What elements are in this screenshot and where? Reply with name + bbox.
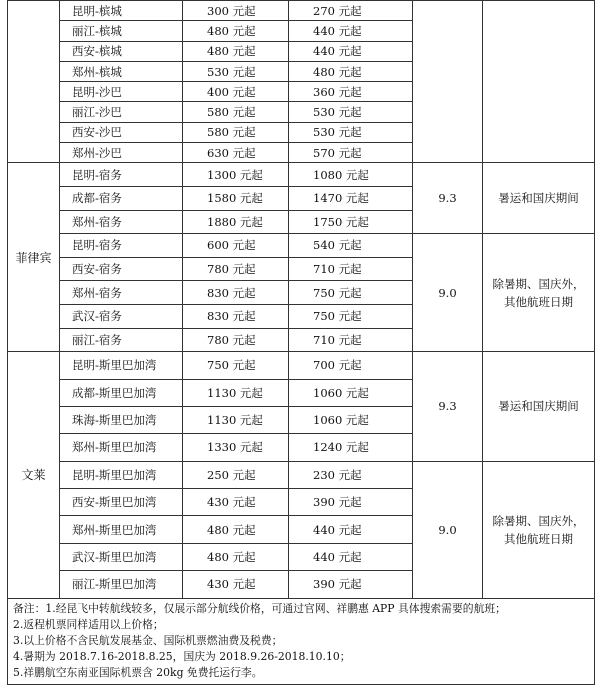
note-line: 5.祥鹏航空东南亚国际机票含 20kg 免费托运行李。 <box>13 666 263 680</box>
price-cell: 1580 元起 <box>183 186 289 210</box>
discount-price-cell: 750 元起 <box>289 304 413 328</box>
discount-price-cell: 1060 元起 <box>289 379 413 406</box>
price-cell: 830 元起 <box>183 281 289 305</box>
route-cell: 昆明-宿务 <box>60 163 183 187</box>
discount-price-cell: 440 元起 <box>289 516 413 543</box>
route-cell: 昆明-槟城 <box>60 1 183 21</box>
notes-cell <box>8 598 595 684</box>
note-line: 4.暑期为 2018.7.16-2018.8.25，国庆为 2018.9.26-2018.10.10； <box>13 650 351 664</box>
fare-row <box>8 461 595 488</box>
note-line: 备注：1.经昆飞中转航线较多，仅展示部分航线价格，可通过官网、祥鹏惠 APP 具体搜索需要的航班； <box>13 601 506 615</box>
price-cell: 580 元起 <box>183 122 289 142</box>
period-cell: 除暑期、国庆外，其他航班日期 <box>483 234 595 352</box>
fare-table <box>7 0 595 685</box>
discount-cell: 9.0 <box>413 461 483 598</box>
route-cell: 西安-沙巴 <box>60 122 183 142</box>
discount-price-cell: 440 元起 <box>289 41 413 61</box>
notes-row <box>8 598 595 684</box>
discount-price-cell: 1240 元起 <box>289 434 413 461</box>
route-cell: 丽江-沙巴 <box>60 102 183 122</box>
price-cell: 1880 元起 <box>183 210 289 234</box>
route-cell: 西安-斯里巴加湾 <box>60 489 183 516</box>
route-cell: 昆明-宿务 <box>60 234 183 258</box>
route-cell: 昆明-斯里巴加湾 <box>60 352 183 379</box>
route-cell: 武汉-宿务 <box>60 304 183 328</box>
discount-price-cell: 1060 元起 <box>289 406 413 433</box>
route-cell: 郑州-斯里巴加湾 <box>60 516 183 543</box>
route-cell: 昆明-斯里巴加湾 <box>60 461 183 488</box>
price-cell: 480 元起 <box>183 516 289 543</box>
discount-price-cell: 1470 元起 <box>289 186 413 210</box>
period-cell: 暑运和国庆期间 <box>483 352 595 462</box>
price-cell: 750 元起 <box>183 352 289 379</box>
country-cell <box>8 1 60 163</box>
note-line: 2.返程机票同样适用以上价格； <box>13 617 164 631</box>
discount-price-cell: 530 元起 <box>289 122 413 142</box>
discount-price-cell: 710 元起 <box>289 257 413 281</box>
route-cell: 成都-宿务 <box>60 186 183 210</box>
price-cell: 780 元起 <box>183 257 289 281</box>
route-cell: 郑州-宿务 <box>60 210 183 234</box>
price-cell: 1130 元起 <box>183 406 289 433</box>
discount-cell: 9.3 <box>413 163 483 234</box>
route-cell: 丽江-斯里巴加湾 <box>60 571 183 598</box>
price-cell: 480 元起 <box>183 21 289 41</box>
discount-price-cell: 270 元起 <box>289 1 413 21</box>
discount-price-cell: 440 元起 <box>289 543 413 570</box>
route-cell: 珠海-斯里巴加湾 <box>60 406 183 433</box>
price-cell: 480 元起 <box>183 543 289 570</box>
route-cell: 丽江-宿务 <box>60 328 183 352</box>
discount-cell <box>413 1 483 163</box>
fare-row <box>8 352 595 379</box>
country-cell: 菲律宾 <box>8 163 60 352</box>
route-cell: 郑州-沙巴 <box>60 143 183 163</box>
price-cell: 250 元起 <box>183 461 289 488</box>
route-cell: 郑州-斯里巴加湾 <box>60 434 183 461</box>
fare-table-body <box>8 1 595 685</box>
note-line: 3.以上价格不含民航发展基金、国际机票燃油费及税费； <box>13 634 283 648</box>
discount-price-cell: 480 元起 <box>289 61 413 81</box>
discount-price-cell: 710 元起 <box>289 328 413 352</box>
route-cell: 武汉-斯里巴加湾 <box>60 543 183 570</box>
discount-price-cell: 230 元起 <box>289 461 413 488</box>
price-cell: 630 元起 <box>183 143 289 163</box>
period-cell <box>483 1 595 163</box>
price-cell: 780 元起 <box>183 328 289 352</box>
fare-row <box>8 1 595 21</box>
price-cell: 400 元起 <box>183 82 289 102</box>
country-cell: 文莱 <box>8 352 60 599</box>
route-cell: 成都-斯里巴加湾 <box>60 379 183 406</box>
route-cell: 丽江-槟城 <box>60 21 183 41</box>
price-cell: 580 元起 <box>183 102 289 122</box>
route-cell: 西安-宿务 <box>60 257 183 281</box>
price-cell: 430 元起 <box>183 489 289 516</box>
discount-price-cell: 700 元起 <box>289 352 413 379</box>
period-cell: 暑运和国庆期间 <box>483 163 595 234</box>
price-cell: 480 元起 <box>183 41 289 61</box>
route-cell: 郑州-宿务 <box>60 281 183 305</box>
discount-price-cell: 390 元起 <box>289 489 413 516</box>
discount-price-cell: 570 元起 <box>289 143 413 163</box>
discount-price-cell: 360 元起 <box>289 82 413 102</box>
discount-price-cell: 390 元起 <box>289 571 413 598</box>
discount-price-cell: 530 元起 <box>289 102 413 122</box>
route-cell: 昆明-沙巴 <box>60 82 183 102</box>
route-cell: 郑州-槟城 <box>60 61 183 81</box>
price-cell: 530 元起 <box>183 61 289 81</box>
discount-price-cell: 1080 元起 <box>289 163 413 187</box>
discount-price-cell: 440 元起 <box>289 21 413 41</box>
price-cell: 830 元起 <box>183 304 289 328</box>
period-cell: 除暑期、国庆外，其他航班日期 <box>483 461 595 598</box>
price-cell: 300 元起 <box>183 1 289 21</box>
price-cell: 430 元起 <box>183 571 289 598</box>
discount-cell: 9.0 <box>413 234 483 352</box>
discount-price-cell: 750 元起 <box>289 281 413 305</box>
price-cell: 1130 元起 <box>183 379 289 406</box>
discount-cell: 9.3 <box>413 352 483 462</box>
route-cell: 西安-槟城 <box>60 41 183 61</box>
fare-row <box>8 163 595 187</box>
price-cell: 1300 元起 <box>183 163 289 187</box>
fare-row <box>8 234 595 258</box>
discount-price-cell: 540 元起 <box>289 234 413 258</box>
discount-price-cell: 1750 元起 <box>289 210 413 234</box>
price-cell: 1330 元起 <box>183 434 289 461</box>
price-cell: 600 元起 <box>183 234 289 258</box>
